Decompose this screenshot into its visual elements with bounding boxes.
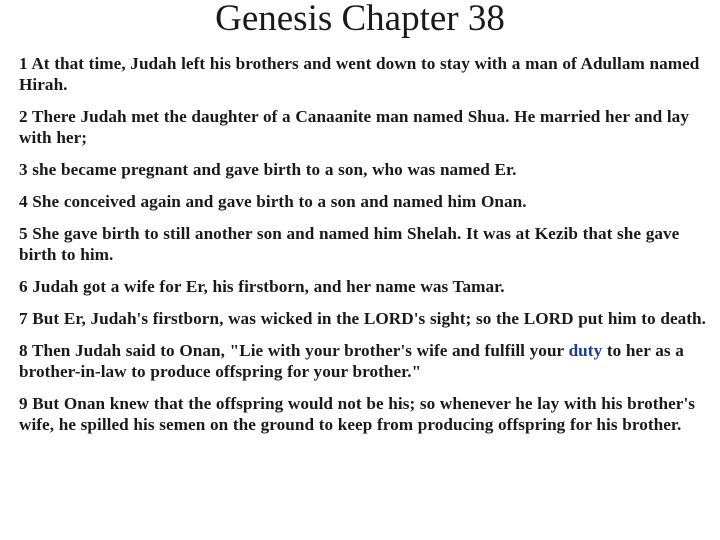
verse-2: 2 There Judah met the daughter of a Canaanite man named Shua. He married her and lay with her;	[19, 107, 689, 147]
verse-3: 3 she became pregnant and gave birth to a son, who was named Er.	[19, 160, 517, 179]
page-title: Genesis Chapter 38	[215, 0, 505, 39]
verse-5: 5 She gave birth to still another son and named him Shelah. It was at Kezib that she gave birth to him.	[19, 224, 680, 264]
verse-8-text-before: 8 Then Judah said to Onan, "Lie with your brother's wife and fulfill your	[19, 341, 569, 360]
verse-4: 4 She conceived again and gave birth to a son and named him Onan.	[19, 192, 527, 211]
verse-9: 9 But Onan knew that the offspring would not be his; so whenever he lay with his brother's wife, he spilled his semen on the ground to keep from producing offspring for his brother.	[19, 394, 696, 434]
highlighted-word-duty: duty	[568, 341, 603, 360]
verse-1: 1 At that time, Judah left his brothers and went down to stay with a man of Adullam named Hirah.	[19, 54, 700, 94]
verse-7: 7 But Er, Judah's firstborn, was wicked in the LORD's sight; so the LORD put him to death.	[19, 309, 707, 328]
verse-8-text-after: to her as a brother-in-law to produce offspring for your brother."	[19, 341, 684, 381]
verse-6: 6 Judah got a wife for Er, his firstborn, and her name was Tamar.	[19, 277, 505, 296]
verse-8	[19, 340, 713, 382]
verse-list	[19, 53, 713, 446]
